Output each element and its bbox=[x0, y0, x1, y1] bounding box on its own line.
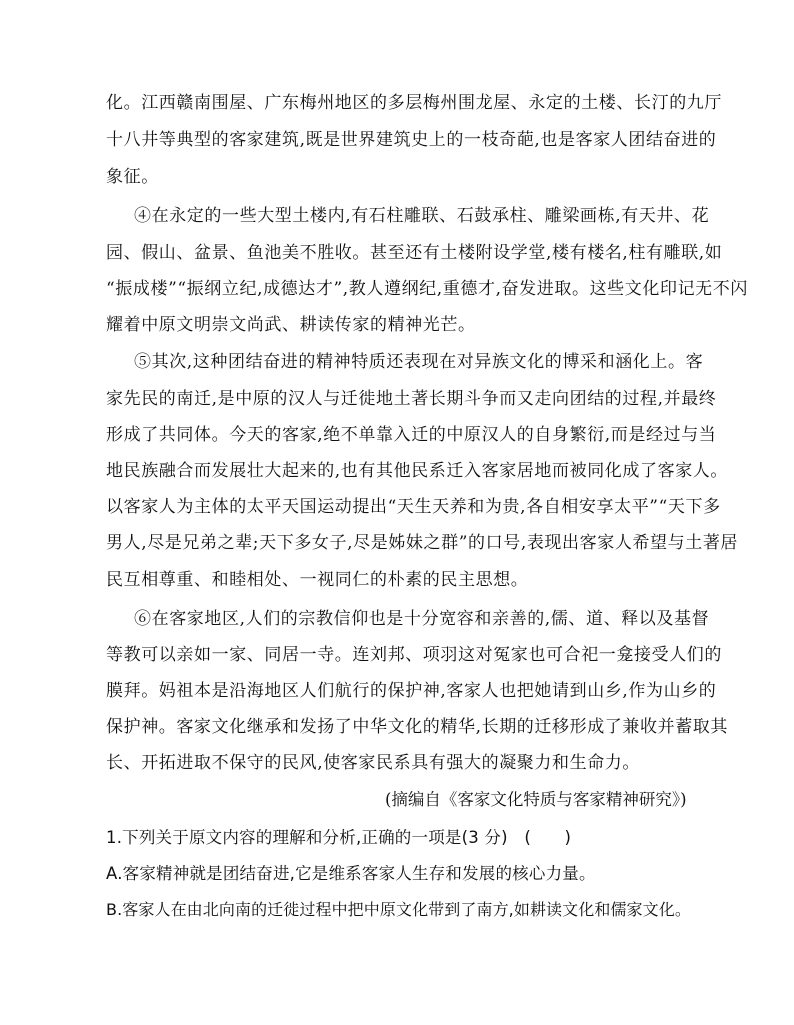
paragraph-line: 以客家人为主体的太平天国运动提出“天生天养和为贵,各自相安享太平”“天下多 bbox=[106, 497, 721, 517]
paragraph-line: 象征。 bbox=[106, 167, 159, 187]
paragraph-line: 民互相尊重、和睦相处、一视同仁的朴素的民主思想。 bbox=[106, 570, 529, 590]
paragraph-line: 耀着中原文明崇文尚武、耕读传家的精神光芒。 bbox=[106, 315, 476, 335]
paragraph-line: 园、假山、盆景、鱼池美不胜收。甚至还有土楼附设学堂,楼有楼名,柱有雕联,如 bbox=[106, 243, 723, 263]
source-attribution: (摘编自《客家文化特质与客家精神研究》) bbox=[385, 790, 687, 809]
paragraph-line: 十八井等典型的客家建筑,既是世界建筑史上的一枝奇葩,也是客家人团结奋进的 bbox=[106, 130, 717, 150]
paragraph-line: 长、开拓进取不保守的民风,使客家民系具有强大的凝聚力和生命力。 bbox=[106, 753, 641, 773]
question-stem: 1.下列关于原文内容的理解和分析,正确的一项是(3 分) ( ) bbox=[106, 828, 572, 847]
paragraph-line: 保护神。客家文化继承和发扬了中华文化的精华,长期的迁移形成了兼收并蓄取其 bbox=[106, 717, 729, 737]
paragraph-line: 家先民的南迁,是中原的汉人与迁徙地土著长期斗争而又走向团结的过程,并最终 bbox=[106, 389, 717, 409]
paragraph-line: ⑤其次,这种团结奋进的精神特质还表现在对异族文化的博采和涵化上。客 bbox=[134, 352, 704, 372]
paragraph-line: ⑥在客家地区,人们的宗教信仰也是十分宽容和亲善的,儒、道、释以及基督 bbox=[134, 609, 710, 629]
option-b[interactable]: B.客家人在由北向南的迁徙过程中把中原文化带到了南方,如耕读文化和儒家文化。 bbox=[106, 900, 691, 919]
paragraph-line: 地民族融合而发展壮大起来的,也有其他民系迁入客家居地而被同化成了客家人。 bbox=[106, 461, 729, 481]
paragraph-line: “振成楼”“振纲立纪,成德达才”,教人遵纲纪,重德才,奋发进取。这些文化印记无不闪 bbox=[106, 279, 748, 299]
paragraph-line: ④在永定的一些大型土楼内,有石柱雕联、石鼓承柱、雕梁画栋,有天井、花 bbox=[134, 206, 710, 226]
paragraph-line: 膜拜。妈祖本是沿海地区人们航行的保护神,客家人也把她请到山乡,作为山乡的 bbox=[106, 681, 717, 701]
paragraph-line: 形成了共同体。今天的客家,绝不单靠入迁的中原汉人的自身繁衍,而是经过与当 bbox=[106, 425, 717, 445]
paragraph-line: 化。江西赣南围屋、广东梅州地区的多层梅州围龙屋、永定的土楼、长汀的九厅 bbox=[106, 93, 722, 113]
paragraph-line: 等教可以亲如一家、同居一寺。连刘邦、项羽这对冤家也可合祀一龛接受人们的 bbox=[106, 645, 722, 665]
option-a[interactable]: A.客家精神就是团结奋进,它是维系客家人生存和发展的核心力量。 bbox=[106, 864, 596, 883]
paragraph-line: 男人,尽是兄弟之辈;天下多女子,尽是姊妹之群”的口号,表现出客家人希望与土著居 bbox=[106, 533, 739, 553]
